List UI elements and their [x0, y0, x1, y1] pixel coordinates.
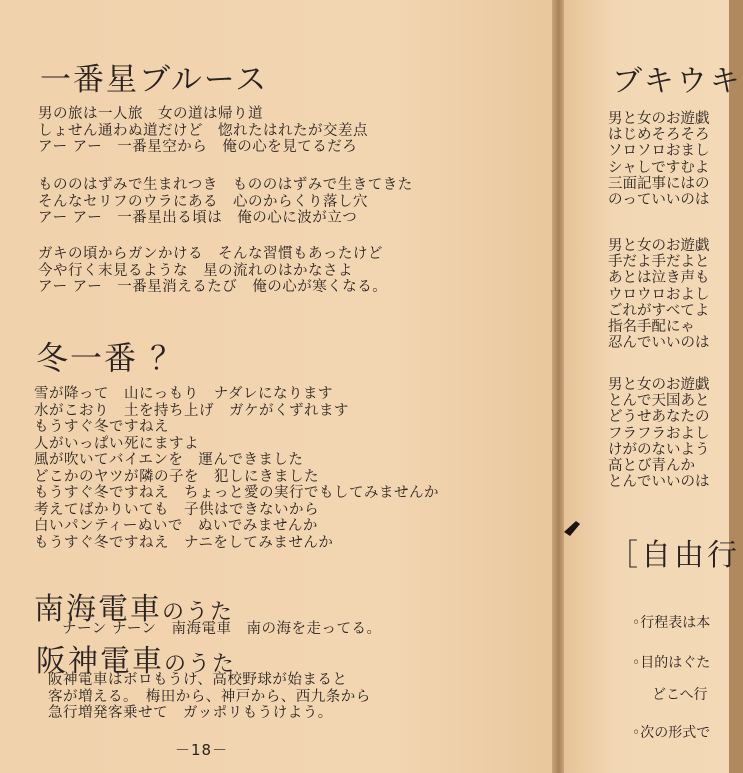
lyric-line: のっていいのは: [608, 191, 710, 208]
lyric-line: もうすぐ冬ですねえ ちょっと愛の実行でもしてみませんか: [34, 485, 439, 501]
title-main: 阪神電車: [36, 644, 164, 679]
lyric-line: とんでいいのは: [608, 474, 710, 491]
page-number: －18－: [175, 741, 229, 759]
lyric-line: 高とび青んか: [608, 457, 695, 474]
title-suffix: のうた: [162, 600, 235, 625]
stanza-2: [38, 177, 413, 227]
right-page: [564, 0, 743, 773]
lyric-line: とんで天国あと: [608, 393, 710, 410]
lyric-line: 水がこおり 土を持ち上げ ガケがくずれます: [34, 402, 349, 419]
right-stanza-2: [608, 238, 710, 351]
lyric-line: もののはずみで生まれつき もののはずみで生きてきた: [38, 177, 413, 193]
lyric-line: 三面記事にはの: [608, 175, 710, 192]
lyric-line: 急行増発客乗せて ガッポリもうけよう。: [48, 705, 333, 721]
lyric-line: アー アー 一番星出る頃は 俺の心に波が立つ: [38, 210, 358, 226]
lyric-line: 男と女のお遊戯: [608, 377, 710, 393]
lyric-line: しょせん通わぬ道だけど 惚れたはれたが交差点: [38, 122, 368, 139]
lyric-line: 雪が降って 山にっもり ナダレになります: [34, 386, 333, 402]
lyric-line: 人がいっぱい死にますよ: [34, 435, 199, 452]
lyric-line: あとは泣き声も: [608, 270, 710, 287]
title-main: 南海電車: [34, 592, 162, 627]
lyric-line: ナーン ナーン 南海電車 南の海を走ってる。: [62, 621, 382, 637]
stanza-1: [38, 106, 368, 156]
lyric-line: ウロウロおよし: [608, 286, 710, 303]
lyric-line: 忍んでいいのは: [608, 335, 710, 352]
lyric-line: どこかのヤツが隣の子を 犯しにきました: [34, 468, 319, 485]
list-item: ◦次の形式で: [632, 725, 711, 741]
lyric-line: 手だよ手だよと: [608, 254, 710, 271]
right-stanza-1: [608, 111, 710, 208]
lyric-line: アー アー 一番星消えるたび 俺の心が寒くなる。: [38, 279, 388, 295]
lyric-line: 客が増える。 梅田から、神戸から、西九条から: [48, 688, 371, 705]
lyric-line: 阪神電車はボロもうけ、高校野球が始まると: [48, 672, 348, 688]
section-heading-jiyu: ［自由行: [608, 538, 740, 573]
lyric-line: 男と女のお遊戯: [608, 238, 710, 254]
lyric-line: けがのないよう: [608, 441, 710, 458]
lyric-line: 男と女のお遊戯: [608, 111, 710, 127]
list-item: どこへ行: [652, 687, 708, 703]
right-stanza-3: [608, 377, 710, 490]
title-suffix: のうた: [164, 652, 237, 677]
stanza-3: [38, 246, 387, 296]
lyric-line: 指名手配にゃ: [608, 318, 695, 335]
lyric-line: ガキの頃からガンかける そんな習慣もあったけど: [38, 246, 383, 262]
lyric-line: どうせあなたの: [608, 409, 710, 426]
lyric-line: フラフラおよし: [608, 425, 710, 442]
lyric-line: ごれがすべてよ: [608, 302, 710, 319]
song-title-fuyuichiban: 冬一番 ？: [36, 339, 185, 377]
lyric-line: ソロソロおまし: [608, 143, 710, 160]
lyric-line: 男の旅は一人旅 女の道は帰り道: [38, 106, 263, 122]
lyric-line: はじめそろそろ: [608, 127, 710, 144]
lyric-line: もうすぐ冬ですねえ: [34, 419, 169, 435]
lyric-line: 考えてばかりいても 子供はできないから: [34, 501, 319, 518]
song2-lyrics: [34, 386, 439, 551]
song-title-bukiuki: ブキウキ: [612, 64, 743, 99]
list-item: ◦目的はぐた: [632, 655, 711, 671]
ink-smudge-icon: [562, 518, 582, 538]
lyric-line: 風が吹いてバイエンを 運んできました: [34, 452, 304, 468]
song-title-ichibanboshi: 一番星ブルース: [40, 62, 269, 98]
lyric-line: 白いパンティーぬいで ぬいでみませんか: [34, 518, 318, 534]
lyric-line: もうすぐ冬ですねえ ナニをしてみませんか: [34, 534, 334, 551]
lyric-line: シャしですむよ: [608, 159, 710, 176]
song4-lyrics: [48, 672, 371, 722]
lyric-line: そんなセリフのウラにある 心のからくり落し穴: [38, 193, 368, 210]
lyric-line: アー アー 一番星空から 俺の心を見てるだろ: [38, 139, 358, 155]
lyric-line: 今や行く末見るような 星の流れのはかなさよ: [38, 262, 353, 279]
list-item: ◦行程表は本: [632, 615, 711, 631]
